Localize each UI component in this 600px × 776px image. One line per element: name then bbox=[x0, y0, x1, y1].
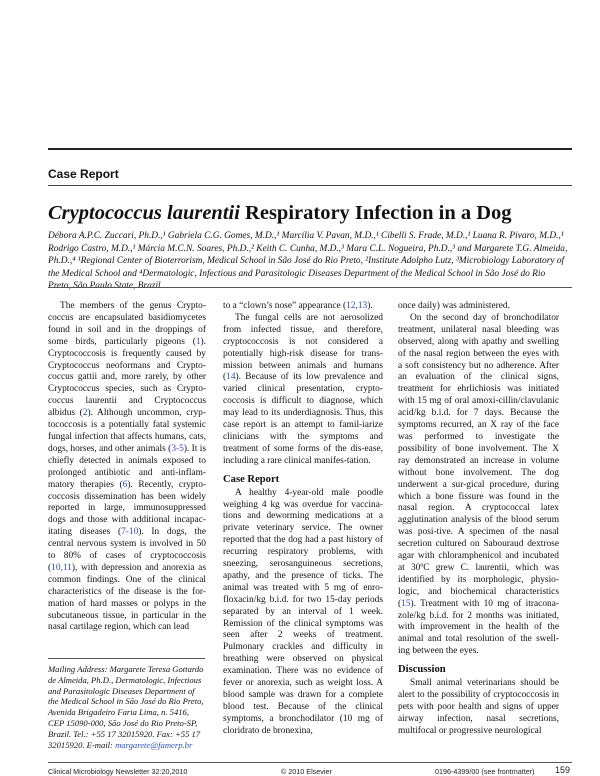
section-rule bbox=[48, 185, 572, 186]
footer-journal: Clinical Microbiology Newsletter 32:20,2010 bbox=[48, 767, 188, 776]
column-1 bbox=[48, 301, 206, 634]
section-label: Case Report bbox=[48, 167, 119, 181]
column-2 bbox=[223, 301, 383, 738]
paragraph: Small animal veterinarians should be alert to the possibility of cryptococcosis in pets with poor health and signs of upper airway infection, nasal secretions, multifocal or progressive neurological bbox=[398, 678, 559, 736]
ref-link[interactable]: 12,13 bbox=[346, 301, 368, 311]
footer-rule bbox=[48, 762, 572, 763]
title-rest: Respiratory Infection in a Dog bbox=[239, 202, 512, 224]
ref-link[interactable]: 1 bbox=[195, 336, 201, 347]
ref-link[interactable]: 2 bbox=[82, 408, 88, 419]
ref-link[interactable]: 15 bbox=[401, 598, 411, 609]
email-link[interactable]: margarete@famerp.br bbox=[115, 739, 193, 750]
paragraph: once daily) was administered. bbox=[398, 301, 510, 311]
article-title bbox=[48, 202, 512, 225]
case-report-heading: Case Report bbox=[223, 473, 280, 485]
author-affiliations: Débora A.P.C. Zuccari, Ph.D.,¹ Gabriela C.G. Gomes, M.D.,¹ Marcília V. Pavan, M.D.,¹ Cibelli S. Frade, M.D.,¹ Luana R. Pivaro, M.D.,¹ Rodrigo Castro, M.D.,¹ Márcia M.C.N. Soares, Ph.D.,² Keith C. Cunha, M.D.,³ Mara C.L. Nogueira, Ph.D.,³ and Margarete T.G. Almeida, Ph.D.,⁴ ¹Regional Center of Bioterrorism, Medical School in São José do Rio Preto, ²Institute Adolpho Lutz, ³Microbiology Laboratory of the Medical School and ⁴Dermatologic, Infectious and Parasitologic Diseases Department of the Medical School in São José do Rio bbox=[48, 231, 568, 279]
ref-link[interactable]: 7-10 bbox=[121, 527, 139, 538]
mailing-rule bbox=[48, 658, 205, 659]
paragraph: to a “clown’s nose” appearance (12,13). bbox=[223, 301, 373, 311]
footer-issn: 0196-4399/00 (see frontmatter) bbox=[435, 767, 535, 776]
ref-link[interactable]: 10,11 bbox=[51, 562, 72, 573]
intro-paragraph: The members of the genus Crypto-coccus are encapsulated basidiomycetes found in soil and in the droppings of some birds, particularly pigeons (1). Cryptococcosis is frequently caused by Cryptococcus neoformans and Crypto-coccus gattii and, more rarely, by other Cryptococcus species, such as Crypto-coccus laurentii and Cryptococcus albidus (2). Although uncommon, cryp-tococcosis is a potentially fatal systemic fungal infection that affects humans, cats, dogs, horses, and other animals (3-5). It is chiefly detected in animals exposed to prolonged antibiotic and anti-inflam-matory therapies (6). Recently, crypto-coccosis dissemination has been widely reported in large, immunosuppressed dogs and those with additional incapac-itating diseases (7-10). In dogs, the central nervous system is involved in 50 to 80% of cases of cryptococcosis (10,11), with depression and anorexia as common findings. One of the clinical characteristics of the disease is the for-mation of hard masses or polyps in the subcutaneous tissue, in particular in the nasal cartilage region, which can lead bbox=[48, 301, 207, 633]
discussion-heading: Discussion bbox=[398, 664, 446, 676]
top-rule bbox=[48, 148, 572, 150]
ref-link[interactable]: 14 bbox=[226, 372, 236, 383]
paragraph: On the second day of bronchodilator treatment, unilateral nasal bleeding was observed, along with apathy and swelling of the nasal region between the eyes with a soft consistency but no adherence. After an evaluation of the clinical signs, treatment for ehrlichiosis was initiated with 15 mg of oral amoxi-cillin/clavulanic acid/kg b.i.d. for 7 days. Because the symptoms recurred, an X ray of the face was performed to investigate the possibility of bone involvement. The X ray demonstrated an increase in volume without bone involvement. The dog underwent a sur-gical procedure, during which a bone fissure was found in the nasal region. A cryptococcal latex agglutination analysis of the blood serum was posi-tive. A specimen of the nasal secretion cultured on Sabouraud dextrose agar with chloramphenicol and incubated at 30ºC grew C. laurentii, which was identified by its morphologic, physio-logic, and biochemical characteristics (15). Treatment with 10 mg of itracona-zole/kg b.i.d. for 2 months was initiated, with improvement in the health of the animal and total resolution of the swell-ing between the eyes. bbox=[398, 312, 559, 657]
paragraph: A healthy 4-year-old male poodle weighing 4 kg was overdue for vaccina-tions and deworming medications at a private veterinary service. The owner reported that the dog had a past history of recurring respiratory problems, with sneezing, serosanguineous secretions, apathy, and the presence of ticks. The animal was treated with 5 mg of enro-floxacin/kg b.i.d. for two 15-day periods separated by an interval of 1 week. Remission of the clinical symptoms was seen after 2 weeks of treatment. Pulmonary crackles and difficulty in breathing were observed on physical examination. There was no evidence of fever or anorexia, such as weight loss. A blood sample was drawn for a complete blood test. Because of the clinical symptoms, a bronchodilator (10 mg of cloridrato de bronexina, bbox=[223, 487, 383, 736]
title-italic: Cryptococcus laurentii bbox=[48, 202, 240, 224]
footer-copyright: © 2010 Elsevier bbox=[281, 767, 332, 776]
page-number: 159 bbox=[555, 765, 571, 775]
ref-link[interactable]: 3-5 bbox=[171, 443, 184, 454]
ref-link[interactable]: 6 bbox=[122, 479, 128, 490]
mailing-address: Mailing Address: Margarete Teresa Gottardo de Almeida, Ph.D., Dermatologic, Infectious and Parasitologic Diseases Department of the Medical School in São José do Rio Preto, Avenida Brigadeiro Faria Lima, n. 5416, CEP 15090-000, São José do Rio Preto-SP, Brazil. Tel.: +55 17 32015920. Fax: +55 17 32015920. E-mail: margarete@famerp.br bbox=[48, 664, 204, 750]
column-3 bbox=[398, 301, 559, 738]
paragraph: The fungal cells are not aerosolized from infected tissue, and therefore, cryptococcosis is not considered a potentially high-risk disease for trans-mission between animals and humans (14). Because of its low prevalence and varied clinical presentation, crypto-coccosis is difficult to diagnose, which may lead to its underdiagnosis. Thus, this case report is an attempt to famil-iarize clinicians with the symptoms and treatment of some forms of the dis-ease, including a rare clinical manifes-tation. bbox=[223, 312, 383, 466]
authors-rule bbox=[48, 287, 572, 288]
